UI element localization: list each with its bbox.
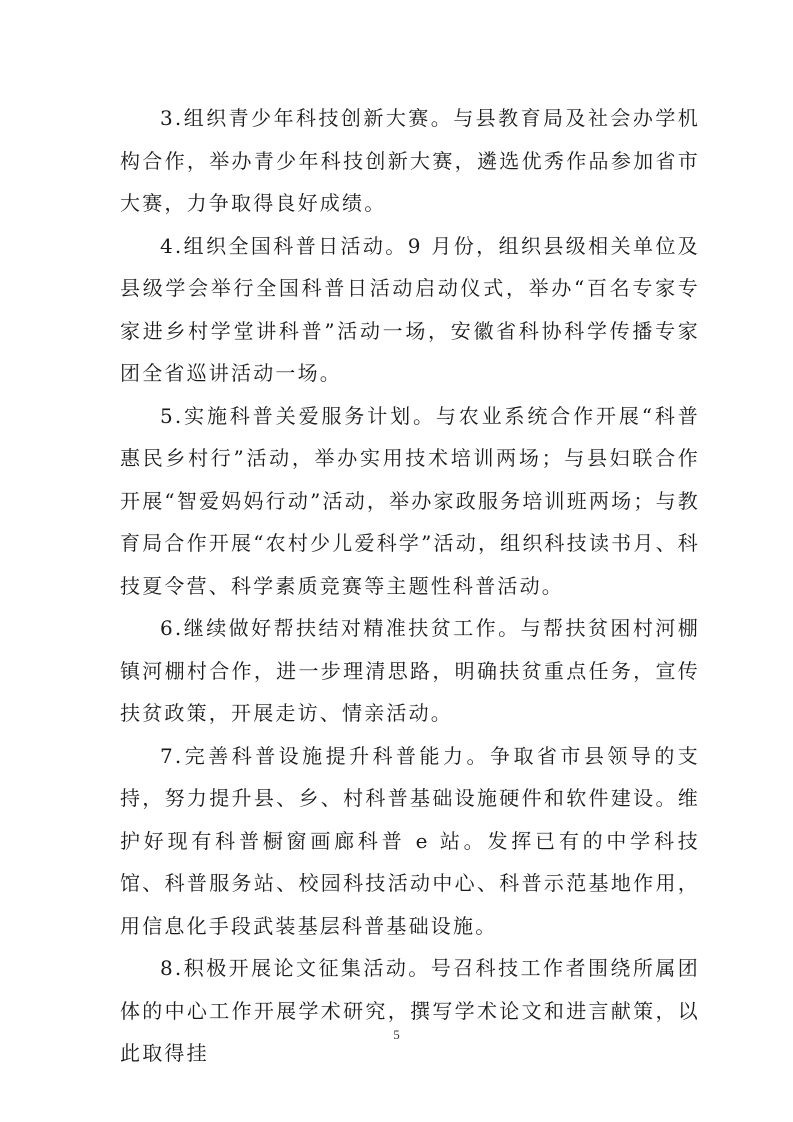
paragraph-item-6: 6.继续做好帮扶结对精准扶贫工作。与帮扶贫困村河棚镇河棚村合作，进一步理清思路，明确扶贫重点任务，宣传扶贫政策，开展走访、情亲活动。 bbox=[120, 616, 700, 725]
page-number: 5 bbox=[393, 1027, 400, 1042]
paragraph-item-3: 3.组织青少年科技创新大赛。与县教育局及社会办学机构合作，举办青少年科技创新大赛，遴选优秀作品参加省市大赛，力争取得良好成绩。 bbox=[120, 106, 700, 215]
paragraph-item-4: 4.组织全国科普日活动。9 月份，组织县级相关单位及县级学会举行全国科普日活动启动仪式，举办“百名专家专家进乡村学堂讲科普”活动一场，安徽省科协科学传播专家团全省巡讲活动一场。 bbox=[120, 233, 700, 385]
body-text bbox=[120, 97, 700, 1075]
paragraph-item-8: 8.积极开展论文征集活动。号召科技工作者围绕所属团体的中心工作开展学术研究，撰写学术论文和进言献策，以此取得挂 bbox=[120, 956, 700, 1065]
paragraph-item-5: 5.实施科普关爱服务计划。与农业系统合作开展“科普惠民乡村行”活动，举办实用技术培训两场；与县妇联合作开展“智爱妈妈行动”活动，举办家政服务培训班两场；与教育局合作开展“农村少儿爱科学”活动，组织科技读书月、科技夏令营、科学素质竞赛等主题性科普活动。 bbox=[120, 403, 700, 598]
paragraph-item-7: 7.完善科普设施提升科普能力。争取省市县领导的支持，努力提升县、乡、村科普基础设施硬件和软件建设。维护好现有科普橱窗画廊科普 e 站。发挥已有的中学科技馆、科普服务站、校园科技活动中心、科普示范基地作用，用信息化手段武装基层科普基础设施。 bbox=[120, 743, 700, 938]
